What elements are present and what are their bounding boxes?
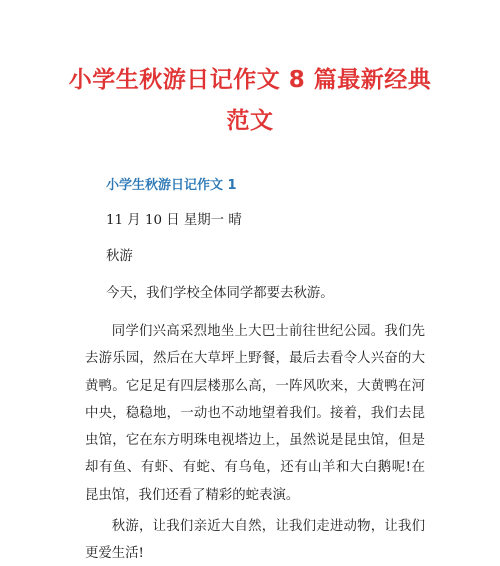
intro-line: 今天，我们学校全体同学都要去秋游。 <box>106 286 334 301</box>
document-title-line-2: 范文 <box>226 108 274 134</box>
essay-heading: 秋游 <box>106 249 133 264</box>
body-paragraph-2: 秋游，让我们亲近大自然，让我们走进动物，让我们更爱生活! <box>85 519 425 562</box>
body-paragraph-1: 同学们兴高采烈地坐上大巴士前往世纪公园。我们先去游乐园，然后在大草坪上野餐，最后去看令人兴奋的大黄鸭。它足足有四层楼那么高，一阵风吹来，大黄鸭在河中央，稳稳地，一动也不动地望着我们。接着，我们去昆虫馆，它在东方明珠电视塔边上，虽然说是昆虫馆，但是却有鱼、有虾、有蛇、有乌龟，还有山羊和大白鹅呢!在昆虫馆，我们还看了精彩的蛇表演。 <box>85 324 425 503</box>
date-line: 11 月 10 日 星期一 晴 <box>106 213 242 228</box>
document-title-line-1: 小学生秋游日记作文 8 篇最新经典 <box>68 67 432 93</box>
section-subtitle: 小学生秋游日记作文 1 <box>106 178 237 193</box>
